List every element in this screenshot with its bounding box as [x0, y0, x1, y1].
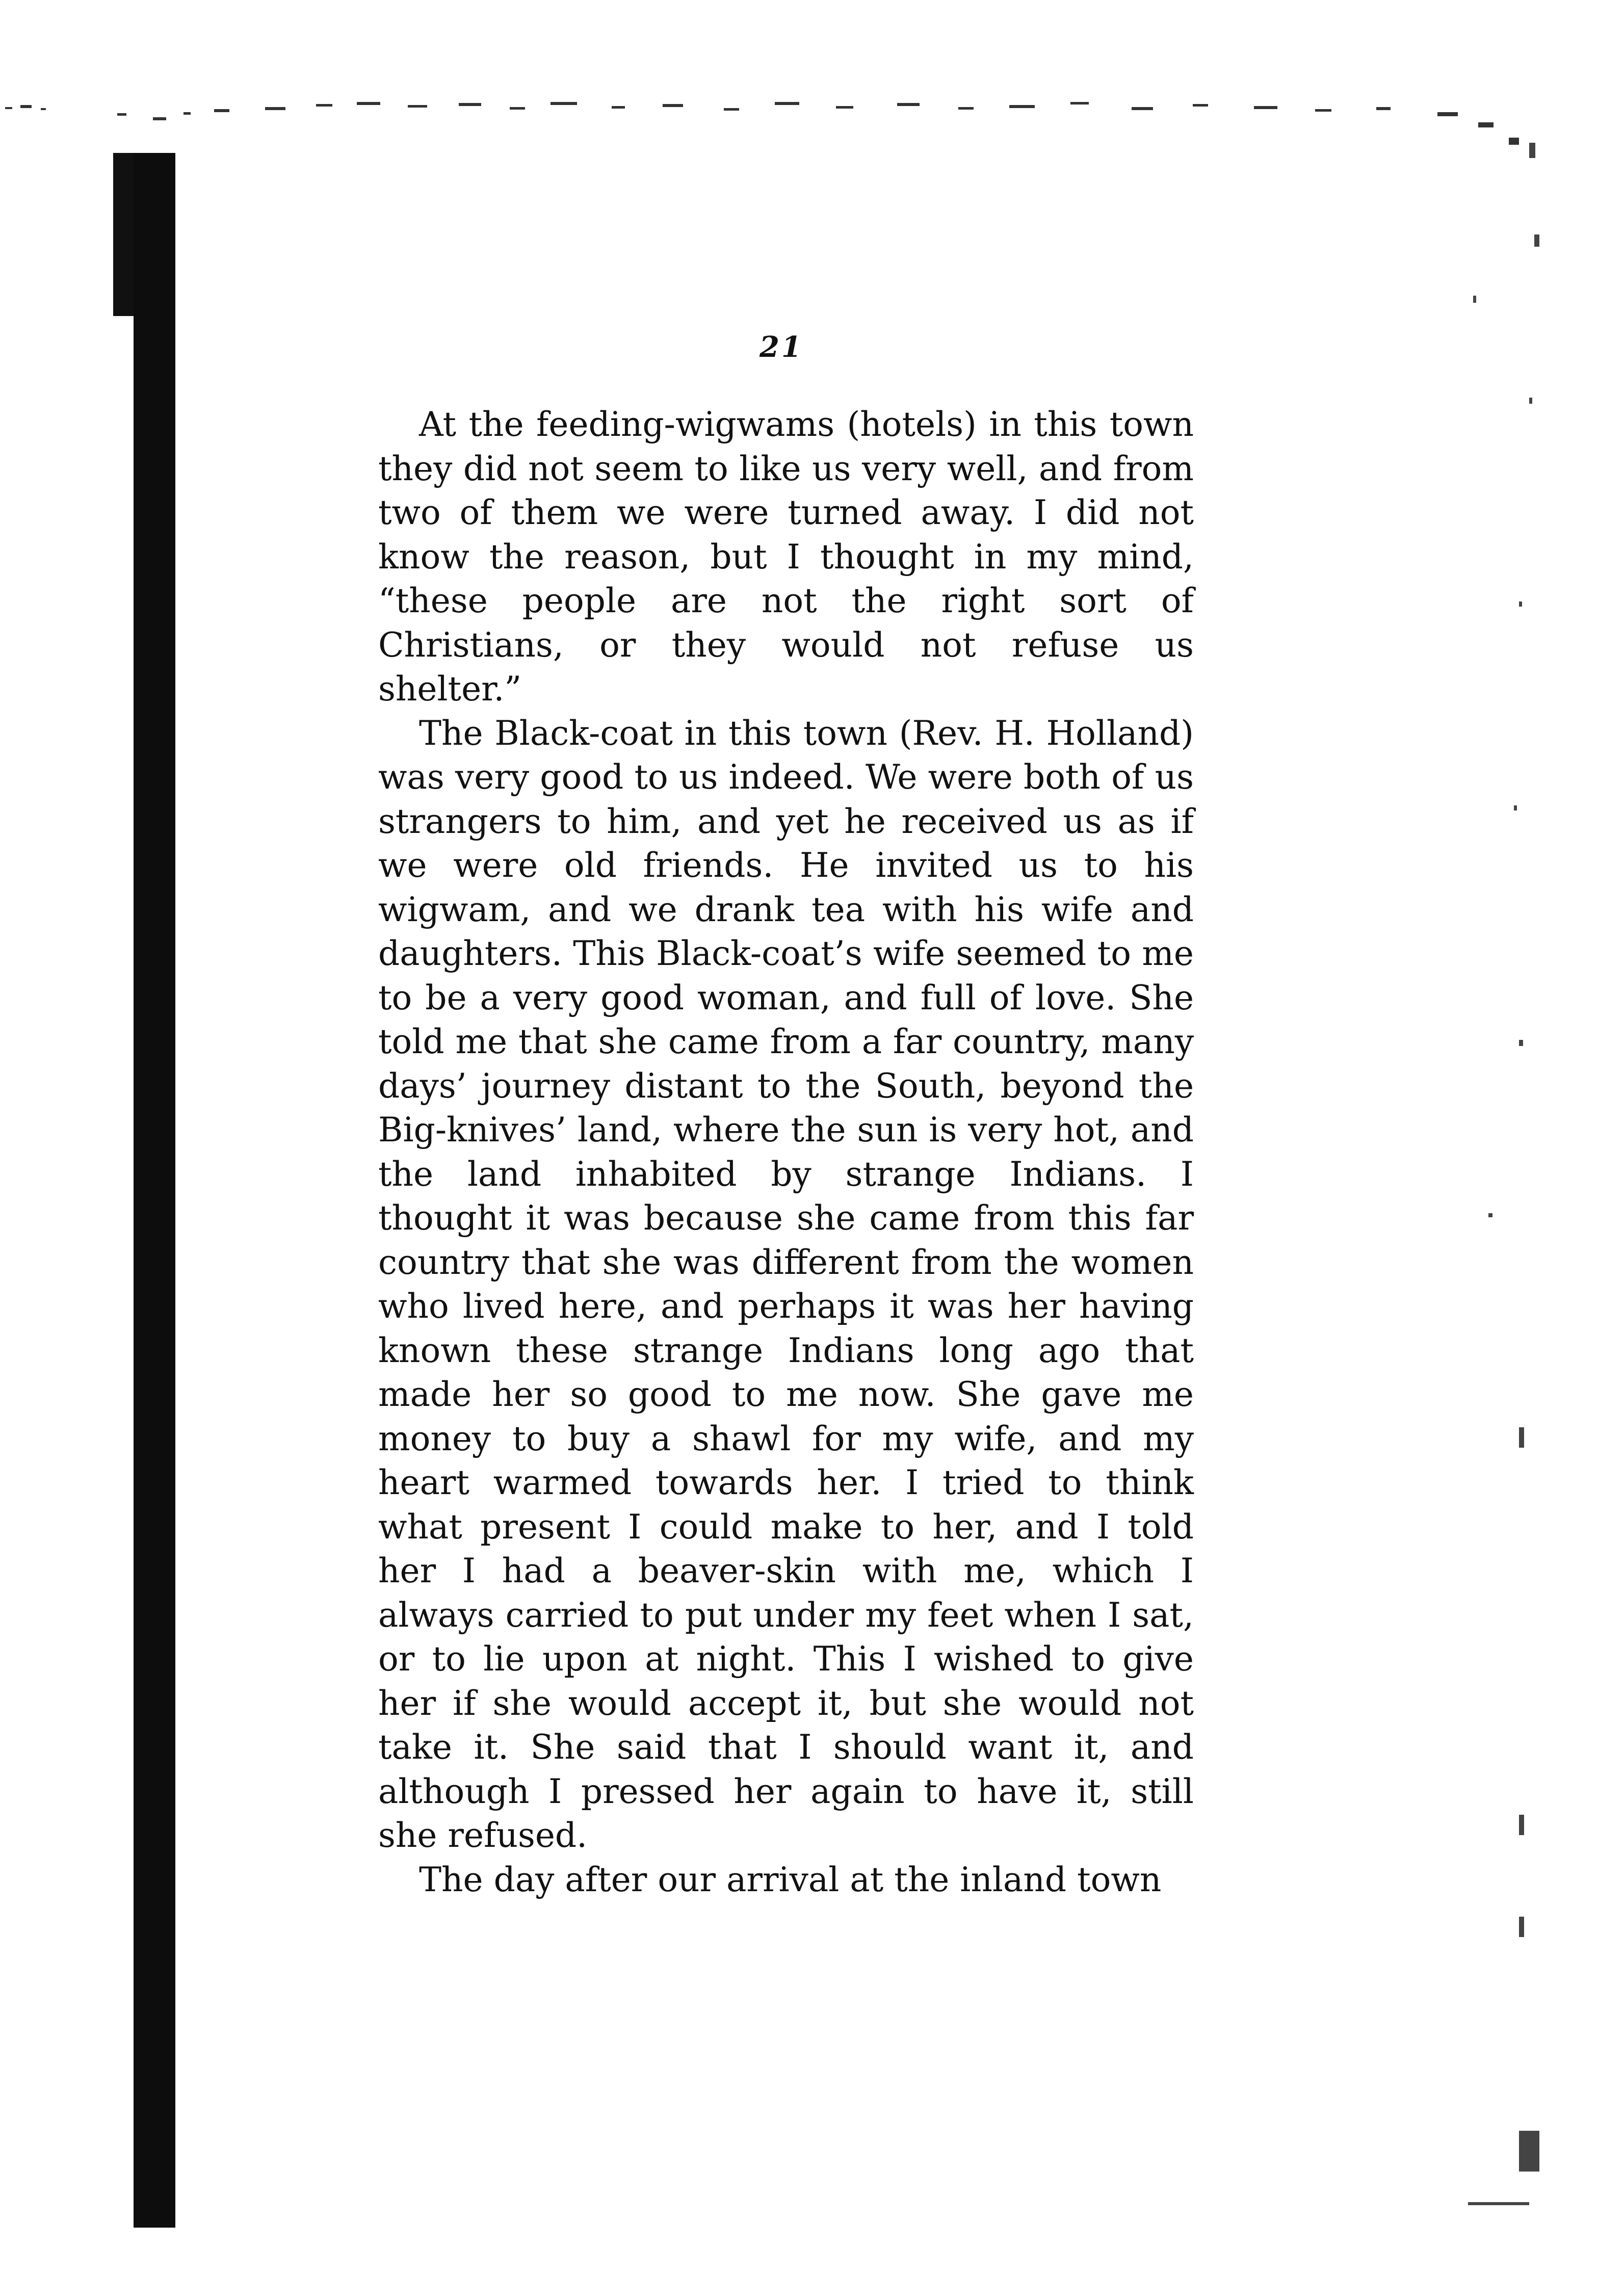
paragraph: The Black-coat in this town (Rev. H. Holland) was very good to us indeed. We were both of us strangers to him, and yet he received us as if we were old friends. He invited us to his wigwam, and we drank tea with his wife and daughters. This Black-coat’s wife seemed to me to be a very good woman, and full of love. She told me that she came from a far country, many days’ journey distant to the South, beyond the Big-knives’ land, where the sun is very hot, and the land inhabited by strange Indians. I thought it was because she came from this far country that she was different from the women who lived here, and perhaps it was her having known these strange Indians long ago that made her so good to me now. She gave me money to buy a shawl for my wife, and my heart warmed towards her. I tried to think what present I could make to her, and I told her I had a beaver-skin with me, which I always carried to put under my feet when I sat, or to lie upon at night. This I wished to give her if she would accept it, but she would not take it. She said that I should want it, and although I pressed her again to have it, still she refused.: [378, 713, 1194, 1855]
binding-strip: [134, 153, 175, 2228]
body-text: [378, 403, 1194, 1902]
scan-noise-top: [0, 87, 1550, 168]
paragraph: The day after our arrival at the inland town: [419, 1860, 1162, 1899]
page-number: 21: [759, 330, 803, 364]
binding-shadow: [113, 153, 134, 316]
paragraph: At the feeding-wigwams (hotels) in this town they did not seem to like us very well, and from two of them we were turned away. I did not know the reason, but I thought in my mind, “these people are not the right sort of Christians, or they would not refuse us shelter.”: [378, 405, 1194, 709]
scan-noise-right: [1458, 92, 1560, 2233]
